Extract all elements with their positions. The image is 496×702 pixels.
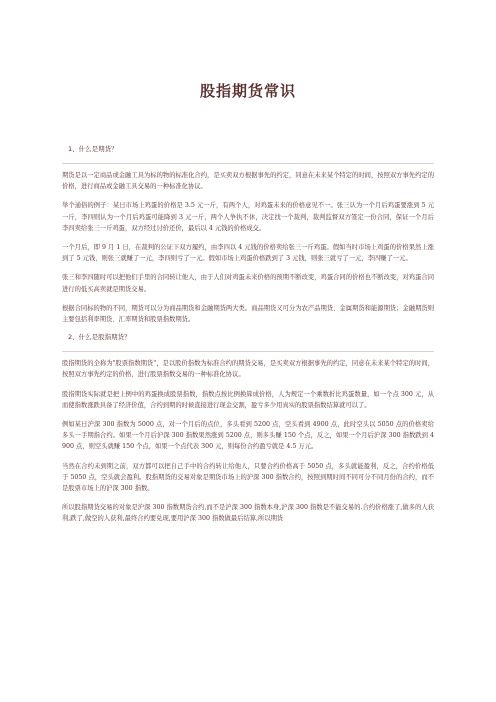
paragraph: 股指期货实际就是把上例中的鸡蛋换成股票指数，指数点按比例换算成价格，人为规定一个乘数折比鸡蛋数量，如一个点 300 元，从而使指数涨跌具备了经济价值，合约到期的时候直接进行现金交割，盈亏多少用真实的股票指数结算就可以了。 xyxy=(62,390,434,409)
paragraph: 期货是以一定商品或金融工具为标的物的标准化合约，是买卖双方根据事先的约定，同意在未来某个特定的时间，按照双方事先约定的价格，进行商品或金融工具交易的一种标准化协议。 xyxy=(62,172,434,191)
paragraph: 股指期货的全称为"股票指数期货"，是以股价指数为标准合约的期货交易，是买卖双方根据事先的约定，同意在未来某个特定的时间，按照双方事先约定的价格，进行股票指数交易的一种标准化协议。 xyxy=(62,360,434,379)
paragraph: 当然在合约未到期之前，双方都可以把自己手中的合约转让给他人，只要合约价格高于 5050 点，多头就能盈利，反之，合约价格低于 5050 点，空头就会盈利。股指期货的交易对象是期货市场上的沪深 300 指数合约，按照到期时间不同可分不同月份的合约，而不是股票市场上的沪深 300 指数。 xyxy=(62,462,434,493)
document-body xyxy=(62,145,434,525)
divider xyxy=(62,351,434,352)
divider xyxy=(62,163,434,164)
paragraph: 根据合同标的物的不同，期货可以分为商品期货和金融期货两大类。商品期货又可分为农产品期货、金属期货和能源期货；金融期货则主要包括利率期货、汇率期货和股票指数期货。 xyxy=(62,304,434,324)
paragraph: 一个月后，即 9 月 1 日，在裁判的公证下双方履约，由李四以 4 元钱的价格卖给张三一斤鸡蛋。假如当时市场上鸡蛋的价格果然上涨到了 5 元钱，则张三就赚了一元，李四则亏了一元。假如市场上鸡蛋价格跌到了 3 元钱，则张三就亏了一元，李四赚了一元。 xyxy=(62,244,434,263)
paragraph: 举个通俗的例子：某日市场上鸡蛋的价格是 3.5 元一斤，有两个人，对鸡蛋未来的价格意见不一。张三认为一个月后鸡蛋要涨到 5 元一斤，李四则认为一个月后鸡蛋可能降到 3 元一斤，两个人争执不休，决定找一个裁判，裁判监督双方签定一份合同，保证一个月后李四卖给张三一斤鸡蛋，双方经过讨价还价，最后以 4 元钱的价格成交。 xyxy=(62,202,434,232)
section-heading: 2、什么是股指期货？ xyxy=(68,333,131,342)
paragraph: 所以股指期货交易的对象是沪深 300 指数期货合约,而不是沪深 300 指数本身,沪深 300 指数是不能交易的.合约价格涨了,做多的人获利,跌了,做空的人获利,最终合约要兑现,要用沪深 300 指数做最后结算,所以期货 xyxy=(62,504,434,523)
section-heading: 1、什么是期货？ xyxy=(68,145,118,153)
paragraph: 张三和李四随时可以把他们手里的合同转让他人，由于人们对鸡蛋未来价格的预期不断改变，鸡蛋合同的价格也不断改变，对鸡蛋合同进行的低买高卖就是期货交易。 xyxy=(62,274,434,293)
document-title: 股指期货常识 xyxy=(199,82,296,100)
paragraph: 例如某日沪深 300 指数为 5000 点，对一个月后的点位，多头看到 5200 点，空头看到 4900 点，此时空头以 5050 点的价格卖给多头一手期指合约。如果一个月后沪深 300 指数果然涨到 5200 点，则多头赚 150 个点，反之，如果一个月后沪深 300 指数跌到 4900 点，则空头就赚 150 个点，如果一个点代表 300 元，则每份合约盈亏就是 4.5 万元。 xyxy=(62,421,434,451)
